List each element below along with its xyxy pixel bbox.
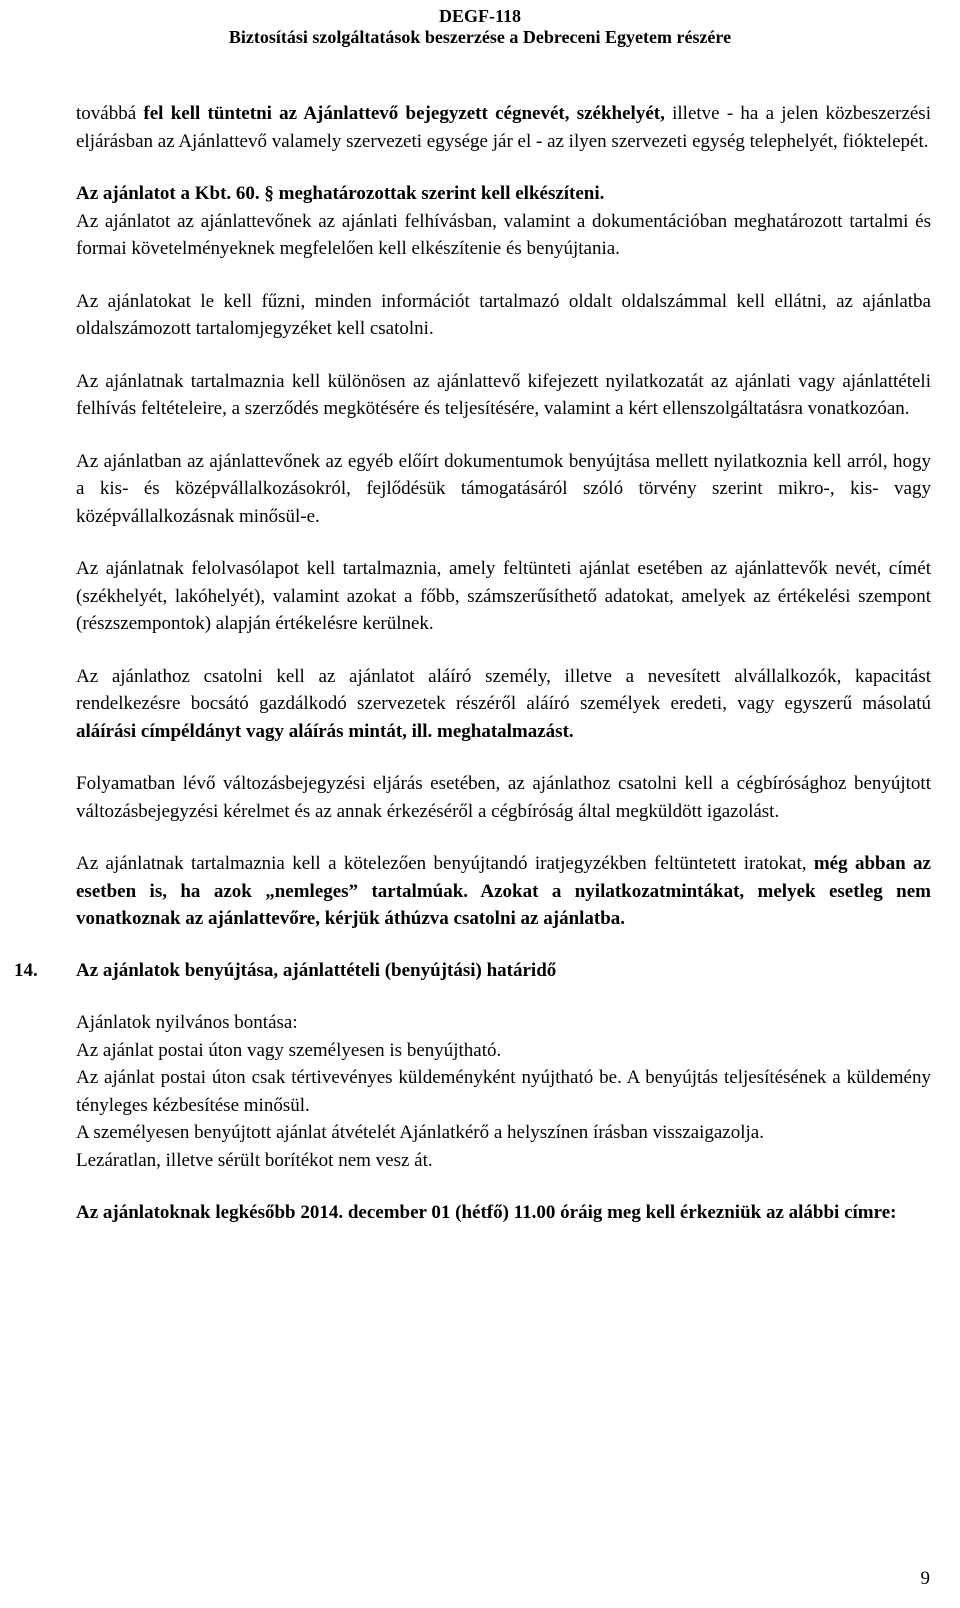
deadline-statement: [76, 1199, 931, 1227]
text-span: Az ajánlatnak tartalmaznia kell a kötelezően benyújtandó iratjegyzékben feltüntetett iratokat,: [76, 853, 814, 874]
bold-text: Az ajánlatoknak legkésőbb 2014. december 01 (hétfő) 11.00 óráig meg kell érkezniük az alábbi címre:: [76, 1202, 897, 1223]
text-span: illetve - ha a jelen közbeszerzési eljárásban az Ajánlattevő valamely szervezeti egysége jár el - az ilyen szervezeti egység telephelyét, fióktelepét.: [76, 103, 931, 152]
detail-line: Ajánlatok nyilvános bontása:: [76, 1012, 298, 1033]
submission-details: [76, 1009, 931, 1174]
section-title: Az ajánlatok benyújtása, ajánlattételi (benyújtási) határidő: [76, 959, 557, 981]
paragraph-pending-change: Folyamatban lévő változásbejegyzési eljárás esetében, az ajánlathoz csatolni kell a cégbírósághoz benyújtott változásbejegyzési kérelmet és az annak érkezéséről a cégbíróság által megküldött igazolást.: [76, 773, 931, 822]
paragraph-registration: [76, 100, 931, 155]
document-code: DEGF-118: [438, 6, 521, 26]
paragraph-declaration: Az ajánlatnak tartalmaznia kell különösen az ajánlattevő kifejezett nyilatkozatát az ajánlati vagy ajánlattételi felhívás feltételeire, a szerződés megkötésére és teljesítésére, valamint a kért ellenszolgáltatásra vonatkozóan.: [76, 370, 931, 419]
document-subtitle: Biztosítási szolgáltatások beszerzése a Debreceni Egyetem részére: [228, 27, 732, 47]
text-span: továbbá: [76, 103, 144, 124]
paragraph-mandatory-docs: [76, 850, 931, 933]
paragraph-sme: Az ajánlatban az ajánlattevőnek az egyéb előírt dokumentumok benyújtása mellett nyilatkoznia kell arról, hogy a kis- és középvállalkozásokról, fejlődésük támogatásáról szóló törvény szerint mikro-, kis- vagy középvállalkozásnak minősül-e.: [76, 450, 931, 527]
page-header: [0, 6, 960, 48]
document-body: [14, 100, 931, 1227]
text-span: Az ajánlathoz csatolni kell az ajánlatot aláíró személy, illetve a nevesített alvállalkozók, kapacitást rendelkezésre bocsátó gazdálkodó szervezetek részéről aláíró személyek eredeti, vagy egyszerű másolatú: [76, 665, 931, 714]
paragraph-signature: [76, 663, 931, 746]
detail-line: A személyesen benyújtott ajánlat átvételét Ajánlatkérő a helyszínen írásban visszaigazolja.: [76, 1122, 764, 1143]
section-sign: §: [259, 183, 279, 204]
section-number: 14.: [14, 959, 38, 981]
page-number: 9: [920, 1568, 930, 1589]
bold-text: fel kell tüntetni az Ajánlattevő bejegyzett cégnevét, székhelyét,: [143, 103, 665, 124]
bold-text: még abban az esetben is, ha azok „nemleges” tartalmúak. Azokat a nyilatkozatmintákat, melyek esetleg nem vonatkoznak az ajánlattevőre, kérjük áthúzva csatolni az ajánlatba.: [76, 853, 931, 929]
detail-line: Lezáratlan, illetve sérült borítékot nem vesz át.: [76, 1149, 433, 1171]
detail-line: Az ajánlat postai úton csak tértivevényes küldeményként nyújtható be. A benyújtás teljesítésének a küldemény tényleges kézbesítése minősül.: [76, 1067, 931, 1116]
bold-text: Az ajánlatot a Kbt. 60.: [76, 183, 260, 204]
paragraph-kbt-heading: [76, 180, 931, 208]
paragraph-requirements: Az ajánlatot az ajánlattevőnek az ajánlati felhívásban, valamint a dokumentációban meghatározott tartalmi és formai követelményeknek megfelelően kell elkészítenie és benyújtania.: [76, 210, 931, 259]
section-heading: [14, 957, 931, 985]
paragraph-reading-sheet: Az ajánlatnak felolvasólapot kell tartalmaznia, amely feltünteti ajánlat esetében az ajánlattevők nevét, címét (székhelyét, lakóhelyét), valamint azokat a főbb, számszerűsíthető adatokat, amelyek az értékelési szempont (részszempontok) alapján értékelésre kerülnek.: [76, 558, 931, 634]
paragraph-binding: Az ajánlatokat le kell fűzni, minden információt tartalmazó oldalt oldalszámmal kell ellátni, az ajánlatba oldalszámozott tartalomjegyzéket kell csatolni.: [76, 290, 931, 339]
detail-line: Az ajánlat postai úton vagy személyesen is benyújtható.: [76, 1039, 502, 1061]
bold-text: meghatározottak szerint kell elkészíteni.: [278, 183, 605, 204]
bold-text: aláírási címpéldányt vagy aláírás mintát, ill. meghatalmazást.: [76, 720, 574, 742]
